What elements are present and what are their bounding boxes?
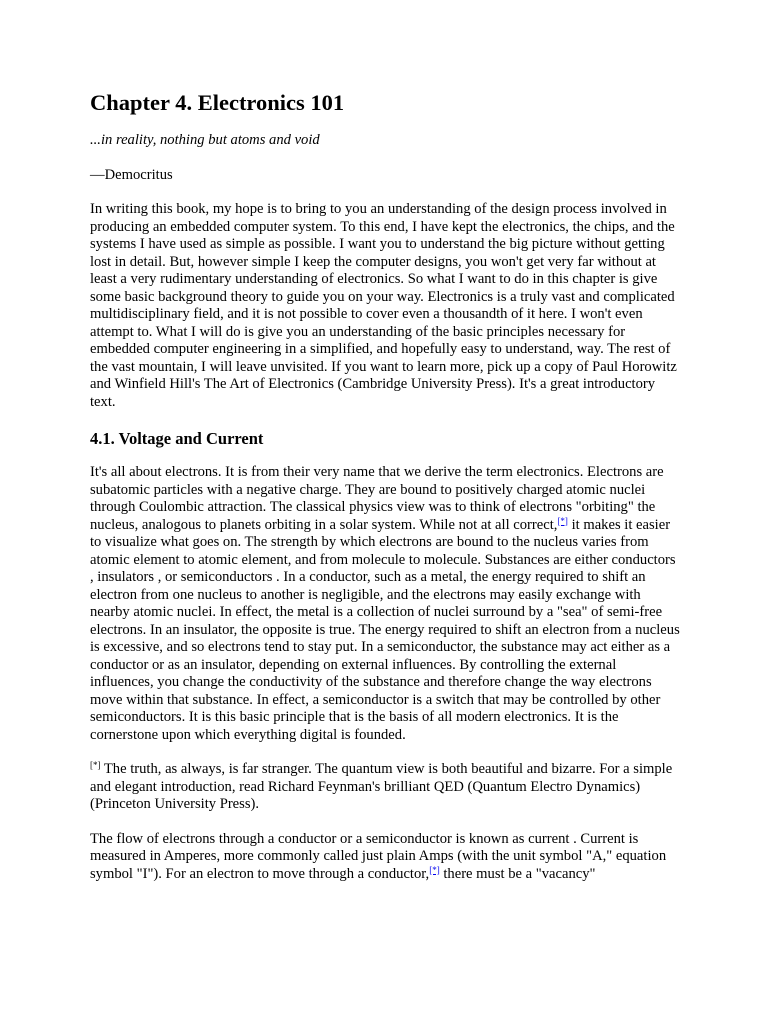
footnote-link[interactable]: [*] [557, 515, 568, 526]
epigraph-attribution: —Democritus [90, 166, 173, 183]
footnote [90, 761, 680, 814]
footnote-marker: [*] [90, 760, 101, 770]
document-page [90, 90, 680, 883]
paragraph-current [90, 831, 680, 884]
section-title: 4.1. Voltage and Current [90, 429, 264, 448]
paragraph-text: It's all about electrons. It is from their very name that we derive the term electronics. Electrons are subatomic particles with a negative charge. They are bound to positively charged atomic nuclei through Coulombic attraction. The classical physics view was to think of electrons "orbiting" the nucleus, analogous to planets orbiting in a solar system. While not at all correct, [90, 464, 664, 533]
epigraph: ...in reality, nothing but atoms and void [90, 132, 320, 148]
footnote-text: The truth, as always, is far stranger. The quantum view is both beautiful and bizarre. For a simple and elegant introduction, read Richard Feynman's brilliant QED (Quantum Electro Dynamics) (Princeton University Press). [90, 761, 673, 812]
footnote-link[interactable]: [*] [429, 864, 440, 875]
footnote-ref [557, 516, 568, 526]
footnote-ref [429, 865, 440, 875]
chapter-title: Chapter 4. Electronics 101 [90, 90, 345, 115]
intro-paragraph: In writing this book, my hope is to bring to you an understanding of the design process involved in producing an embedded computer system. To this end, I have kept the electronics, the chips, and the systems I have used as simple as possible. I want you to understand the big picture without getting lost in detail. But, however simple I keep the computer designs, you won't get very far without at least a very rudimentary understanding of electronics. So what I want to do in this chapter is give some basic background theory to guide you on your way. Electronics is a truly vast and complicated multidisciplinary field, and it is not possible to cover even a thousandth of it here. I won't even attempt to. What I will do is give you an understanding of the basic principles necessary for embedded computer engineering in a simplified, and hopefully easy to understand, way. The rest of the vast mountain, I will leave unvisited. If you want to learn more, pick up a copy of Paul Horowitz and Winfield Hill's The Art of Electronics (Cambridge University Press). It's a great introductory text. [90, 201, 677, 410]
paragraph-text: The flow of electrons through a conductor or a semiconductor is known as current . Current is measured in Amperes, more commonly called just plain Amps (with the unit symbol "A," equation symbol "I"). For an electron to move through a conductor, [90, 830, 667, 882]
paragraph-electrons [90, 464, 680, 744]
paragraph-text: it makes it easier to visualize what goes on. The strength by which electrons are bound to the nucleus varies from atomic element to atomic element, and from molecule to molecule. Substances are either conductors , insulators , or semiconductors . In a conductor, such as a metal, the energy required to shift an electron from one nucleus to another is negligible, and the electrons may easily exchange with nearby atomic nuclei. In effect, the metal is a collection of nuclei surround by a "sea" of semi-free electrons. In an insulator, the opposite is true. The energy required to shift an electron from a nucleus is excessive, and so electrons tend to stay put. In a semiconductor, the substance may act either as a conductor or as an insulator, depending on external influences. By controlling the external influences, you change the conductivity of the substance and therefore change the way electrons move within that substance. In effect, a semiconductor is a switch that may be controlled by other semiconductors. It is this basic principle that is the basis of all modern electronics. It is the cornerstone upon which everything digital is founded. [90, 516, 680, 743]
paragraph-text: there must be a "vacancy" [439, 865, 596, 882]
